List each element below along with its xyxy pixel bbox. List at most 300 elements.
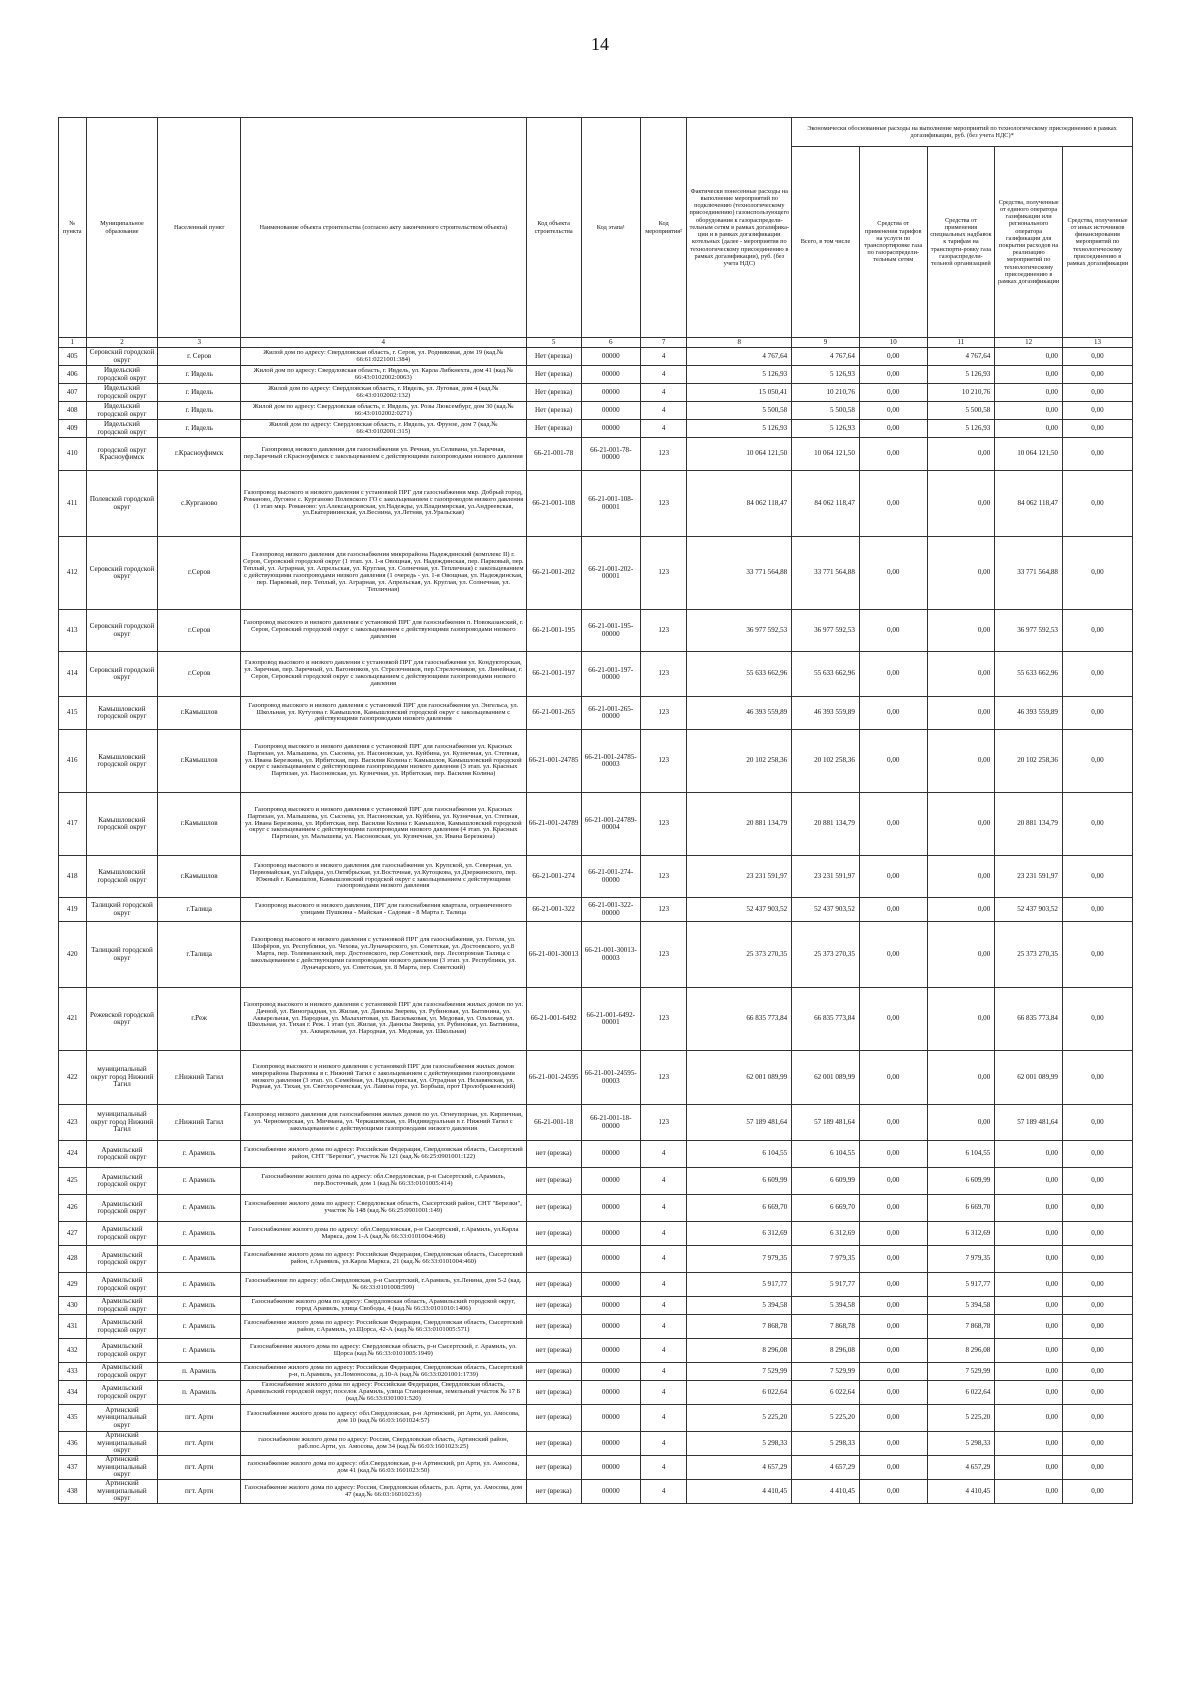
cell-activity-code: 123 [640, 471, 687, 537]
table-row [59, 1339, 1133, 1363]
cell-settlement: г. Арамиль [158, 1246, 241, 1273]
cell-single-operator: 20 102 258,36 [995, 730, 1063, 793]
cell-tariff-transport: 0,00 [859, 898, 927, 922]
cell-actual-costs: 62 001 089,99 [687, 1051, 792, 1105]
cell-actual-costs: 15 050,41 [687, 384, 792, 402]
cell-other-sources: 0,00 [1062, 1051, 1132, 1105]
cell-other-sources: 0,00 [1062, 1339, 1132, 1363]
cell-total: 5 394,58 [792, 1297, 860, 1315]
cell-single-operator: 0,00 [995, 384, 1063, 402]
cell-special-markups: 0,00 [927, 730, 995, 793]
table-row [59, 793, 1133, 856]
cell-single-operator: 0,00 [995, 1195, 1063, 1222]
cell-municipality: Арамильский городской округ [86, 1339, 158, 1363]
cell-object-name: Газопровод высокого и низкого давления, ПРГ для газоснабжения квартала, ограниченного улицами Пушкина - Майская - Садовая - 8 Марта г. Талица [240, 898, 526, 922]
cell-activity-code: 4 [640, 1480, 687, 1504]
cell-other-sources: 0,00 [1062, 420, 1132, 438]
cell-object-code: 66-21-001-202 [526, 537, 581, 610]
cell-special-markups: 7 529,99 [927, 1363, 995, 1381]
cell-object-name: Жилой дом по адресу: Свердловская область, г. Серов, ул. Родниковая, дом 19 (кад.№ 66:61:0221001:384) [240, 348, 526, 366]
cell-settlement: г. Ивдель [158, 384, 241, 402]
header-actual-costs: Фактически понесенные расходы на выполнение мероприятий по подключению (технологическому присоединению) газоиспользующего оборудования к газораспредели-тельным сетям в рамках догазифика-ции и в рамках догазификации котельных (далее - мероприятия по технологическому присоединению в рамках догазификации), руб. (без учета НДС) [687, 118, 792, 338]
cell-object-name: Газопровод высокого и низкого давления с установкой ПРГ для газоснабжения п. Новоказанский, г. Серов, Серовский городской округ с закольцеванием с действующими газопроводами низкого давления [240, 610, 526, 652]
column-number-row [59, 338, 1133, 348]
cell-stage-code: 66-21-001-274-00000 [581, 856, 640, 898]
page-number: 14 [591, 34, 609, 54]
cell-no: 429 [59, 1273, 87, 1297]
cell-stage-code: 00000 [581, 420, 640, 438]
cell-stage-code: 00000 [581, 1456, 640, 1480]
cell-activity-code: 123 [640, 610, 687, 652]
cell-object-name: Газоснабжение жилого дома по адресу: обл.Свердловская, р-н Сысертский, г.Арамиль, ул.Карла Маркса, дом 1-А (кад.№ 66:33:0101004:468) [240, 1222, 526, 1246]
cell-special-markups: 0,00 [927, 1105, 995, 1141]
cell-tariff-transport: 0,00 [859, 1456, 927, 1480]
cell-object-code: нет (врезка) [526, 1168, 581, 1195]
cell-settlement: г.Серов [158, 537, 241, 610]
cell-single-operator: 25 373 270,35 [995, 922, 1063, 988]
cell-total: 7 529,99 [792, 1363, 860, 1381]
cell-tariff-transport: 0,00 [859, 856, 927, 898]
cell-stage-code: 00000 [581, 1297, 640, 1315]
cell-stage-code: 66-21-001-78-00000 [581, 438, 640, 471]
cell-actual-costs: 7 868,78 [687, 1315, 792, 1339]
cell-object-code: нет (врезка) [526, 1405, 581, 1432]
cell-municipality: Арамильский городской округ [86, 1246, 158, 1273]
cell-object-code: 66-21-001-108 [526, 471, 581, 537]
table-header [59, 118, 1133, 348]
header-object-name: Наименование объекта строительства (согласно акту законченного строительством объекта) [240, 118, 526, 338]
cell-no: 407 [59, 384, 87, 402]
cell-stage-code: 00000 [581, 384, 640, 402]
cell-other-sources: 0,00 [1062, 1141, 1132, 1168]
cell-object-name: газоснабжение жилого дома по адресу: обл.Свердловская, р-н Артинский, рп Арти, ул. Амосова, дом 41 (кад.№ 66:03:1601023:50) [240, 1456, 526, 1480]
header-special-markups: Средства от применения специальных надбавок к тарифам на транспорти-ровку газа газораспредели-тельной организацией [927, 147, 995, 338]
cell-single-operator: 0,00 [995, 1168, 1063, 1195]
cell-activity-code: 123 [640, 537, 687, 610]
table-row [59, 730, 1133, 793]
cell-tariff-transport: 0,00 [859, 793, 927, 856]
cell-municipality: Серовский городской округ [86, 652, 158, 697]
cell-total: 20 881 134,79 [792, 793, 860, 856]
table-row [59, 1315, 1133, 1339]
cell-object-name: Газопровод низкого давления для газоснабжения ул. Речная, ул.Селивана, ул.Заречная, пер.Заречный г.Красноуфимск с закольцеванием с действующими газопроводами низкого давления [240, 438, 526, 471]
cell-total: 57 189 481,64 [792, 1105, 860, 1141]
cell-municipality: Арамильский городской округ [86, 1381, 158, 1405]
cell-no: 419 [59, 898, 87, 922]
cell-tariff-transport: 0,00 [859, 420, 927, 438]
cell-stage-code: 66-21-001-322-00000 [581, 898, 640, 922]
cell-actual-costs: 6 104,55 [687, 1141, 792, 1168]
cell-settlement: г. Арамиль [158, 1195, 241, 1222]
cell-object-name: Газоснабжение жилого дома по адресу: Свердловская область, Арамильский городской округ, город Арамиль, улица Свободы, 4 (кад.№ 66:33:0101010:1406) [240, 1297, 526, 1315]
cell-tariff-transport: 0,00 [859, 438, 927, 471]
cell-activity-code: 123 [640, 856, 687, 898]
cell-object-name: Газоснабжение жилого дома по адресу: обл.Свердловская, р-н Артинский, рп Арти, ул. Амосова, дом 10 (кад.№ 66:03:1601024:57) [240, 1405, 526, 1432]
table-row [59, 1168, 1133, 1195]
cell-stage-code: 66-21-001-6492-00001 [581, 988, 640, 1051]
cell-actual-costs: 23 231 591,97 [687, 856, 792, 898]
cell-settlement: г.Талица [158, 922, 241, 988]
cell-other-sources: 0,00 [1062, 1432, 1132, 1456]
header-tariff-transport: Средства от применения тарифов на услуги по транспортировке газа по газораспредели-тельным сетям [859, 147, 927, 338]
cell-activity-code: 123 [640, 1105, 687, 1141]
cell-activity-code: 4 [640, 1141, 687, 1168]
cell-special-markups: 6 669,70 [927, 1195, 995, 1222]
cell-special-markups: 0,00 [927, 856, 995, 898]
cell-settlement: г.Серов [158, 610, 241, 652]
cell-activity-code: 4 [640, 1222, 687, 1246]
cell-total: 66 835 773,84 [792, 988, 860, 1051]
cell-object-code: 66-21-001-30013 [526, 922, 581, 988]
cell-activity-code: 123 [640, 988, 687, 1051]
cell-actual-costs: 52 437 903,52 [687, 898, 792, 922]
cell-tariff-transport: 0,00 [859, 1246, 927, 1273]
cell-stage-code: 66-21-001-30013-00003 [581, 922, 640, 988]
cell-activity-code: 4 [640, 1195, 687, 1222]
cell-municipality: Камышловский городской округ [86, 856, 158, 898]
cell-total: 4 410,45 [792, 1480, 860, 1504]
column-number: 2 [86, 338, 158, 348]
cell-object-code: нет (врезка) [526, 1456, 581, 1480]
cell-actual-costs: 7 529,99 [687, 1363, 792, 1381]
cell-actual-costs: 6 022,64 [687, 1381, 792, 1405]
cell-total: 6 312,69 [792, 1222, 860, 1246]
table-row [59, 1432, 1133, 1456]
cell-special-markups: 6 022,64 [927, 1381, 995, 1405]
cell-object-name: Газоснабжение жилого дома по адресу: Российская Федерация, Свердловская область, Сысертский район, г.Арамиль, ул.Щорса, 42-А (кад.№ 66:33:0101005:571) [240, 1315, 526, 1339]
cell-no: 417 [59, 793, 87, 856]
cell-tariff-transport: 0,00 [859, 1480, 927, 1504]
cell-no: 406 [59, 366, 87, 384]
cell-object-code: нет (врезка) [526, 1339, 581, 1363]
cell-object-name: газоснабжение жилого дома по адресу: Россия, Свердловская область, Артинский район, раб.пос.Арти, ул. Амосова, дом 34 (кад.№ 66:03:1601023:25) [240, 1432, 526, 1456]
table-row [59, 1363, 1133, 1381]
cell-object-name: Газопровод низкого давления для газоснабжения микрорайона Надеждинский (комплекс II) г. Серов, Серовский городской округ (1 этап. ул. 1-я Овощная, ул. Надеждинская, пер. Парковый, пер. Теплый, ул. Аграрная, ул. Апрельская, ул. Круглая, ул. Солнечная, ул. Тепличная) с закольцеванием с действующими газопроводами низкого давления (1 очередь - ул. 1-я Овощная, ул. Надеждинская, пер. Парковый, пер. Теплый, ул. Аграрная, ул. Апрельская, ул. Круглая, ул. Солнечная, ул. Тепличная) [240, 537, 526, 610]
table-row [59, 1222, 1133, 1246]
cell-object-name: Газопровод высокого и низкого давления с установкой ПРГ для газоснабжения ул. Энгельса, ул. Школьная, ул. Кутузова г. Камышлов, Камышловский городской округ с закольцеванием с действующими газопроводами низкого давления [240, 697, 526, 730]
cell-no: 428 [59, 1246, 87, 1273]
cell-special-markups: 4 657,29 [927, 1456, 995, 1480]
table-row [59, 1246, 1133, 1273]
cell-settlement: г. Ивдель [158, 366, 241, 384]
table-row [59, 420, 1133, 438]
cell-single-operator: 33 771 564,88 [995, 537, 1063, 610]
cell-other-sources: 0,00 [1062, 652, 1132, 697]
cell-special-markups: 8 296,08 [927, 1339, 995, 1363]
cell-object-code: 66-21-001-24785 [526, 730, 581, 793]
cell-object-name: Жилой дом по адресу: Свердловская область, г. Ивдель, ул. Розы Люксембург, дом 30 (кад.№ 66:43:0102002:0271) [240, 402, 526, 420]
cell-stage-code: 00000 [581, 1381, 640, 1405]
table-row [59, 1051, 1133, 1105]
cell-activity-code: 123 [640, 898, 687, 922]
cell-single-operator: 36 977 592,53 [995, 610, 1063, 652]
cell-other-sources: 0,00 [1062, 793, 1132, 856]
cell-total: 5 126,93 [792, 420, 860, 438]
cell-special-markups: 4 410,45 [927, 1480, 995, 1504]
cell-stage-code: 00000 [581, 1246, 640, 1273]
cell-activity-code: 123 [640, 652, 687, 697]
cell-other-sources: 0,00 [1062, 1405, 1132, 1432]
cell-municipality: Арамильский городской округ [86, 1222, 158, 1246]
cell-tariff-transport: 0,00 [859, 1051, 927, 1105]
cell-actual-costs: 55 633 662,96 [687, 652, 792, 697]
cell-actual-costs: 4 410,45 [687, 1480, 792, 1504]
header-stage-code: Код этапа¹ [581, 118, 640, 338]
cell-activity-code: 123 [640, 922, 687, 988]
cell-other-sources: 0,00 [1062, 384, 1132, 402]
cell-municipality: Арамильский городской округ [86, 1195, 158, 1222]
cell-object-name: Газоснабжение жилого дома по адресу: Российская Федерация, Свердловская область, Арамильский городской округ, поселок Арамиль, улица Станционная, земельный участок № 17 Б (кад.№ 66:33:0301001:520) [240, 1381, 526, 1405]
cell-special-markups: 0,00 [927, 697, 995, 730]
cell-tariff-transport: 0,00 [859, 730, 927, 793]
table-row [59, 471, 1133, 537]
cell-tariff-transport: 0,00 [859, 1273, 927, 1297]
cell-municipality: Артинский муниципальный округ [86, 1456, 158, 1480]
cell-tariff-transport: 0,00 [859, 1315, 927, 1339]
cell-object-code: нет (врезка) [526, 1246, 581, 1273]
header-total: Всего, в том числе [792, 147, 860, 338]
cell-no: 414 [59, 652, 87, 697]
cell-stage-code: 00000 [581, 1480, 640, 1504]
cell-no: 415 [59, 697, 87, 730]
column-number: 4 [240, 338, 526, 348]
cell-object-name: Газопровод высокого и низкого давления с установкой ПРГ для газоснабжения ул. Красных Партизан, ул. Малышева, ул. Сысоева, ул. Насоновская, ул. Куйбина, ул. Кузнечная, ул. Степная, ул. Ивана Березкина, ул. Ирбитская, пер. Василия Колина г. Камышлов, Камышловский городской округ с закольцеванием с действующими газопроводами низкого давления (3 этап. ул. Красных Партизан, ул. Насоновская, ул. Кузнечная, ул. Ирбитская, пер. Василия Колина) [240, 730, 526, 793]
cell-tariff-transport: 0,00 [859, 1195, 927, 1222]
cell-other-sources: 0,00 [1062, 1456, 1132, 1480]
cell-no: 425 [59, 1168, 87, 1195]
cell-no: 420 [59, 922, 87, 988]
cell-no: 422 [59, 1051, 87, 1105]
cell-total: 7 868,78 [792, 1315, 860, 1339]
cell-single-operator: 55 633 662,96 [995, 652, 1063, 697]
cell-other-sources: 0,00 [1062, 922, 1132, 988]
cell-tariff-transport: 0,00 [859, 348, 927, 366]
cell-other-sources: 0,00 [1062, 366, 1132, 384]
cell-special-markups: 5 394,58 [927, 1297, 995, 1315]
cell-stage-code: 66-21-001-195-00000 [581, 610, 640, 652]
cell-stage-code: 00000 [581, 348, 640, 366]
cell-settlement: с.Курганово [158, 471, 241, 537]
table-row [59, 1105, 1133, 1141]
header-settlement: Населенный пункт [158, 118, 241, 338]
cell-special-markups: 4 767,64 [927, 348, 995, 366]
cell-settlement: г.Серов [158, 652, 241, 697]
cell-stage-code: 00000 [581, 1195, 640, 1222]
cell-actual-costs: 20 881 134,79 [687, 793, 792, 856]
cell-municipality: Ивдельский городской округ [86, 384, 158, 402]
table-row [59, 652, 1133, 697]
cell-special-markups: 0,00 [927, 898, 995, 922]
cell-actual-costs: 33 771 564,88 [687, 537, 792, 610]
cell-activity-code: 123 [640, 793, 687, 856]
cell-other-sources: 0,00 [1062, 1273, 1132, 1297]
cell-total: 10 210,76 [792, 384, 860, 402]
cell-activity-code: 4 [640, 1168, 687, 1195]
cell-special-markups: 0,00 [927, 537, 995, 610]
table-row [59, 697, 1133, 730]
cell-object-code: 66-21-001-197 [526, 652, 581, 697]
cell-actual-costs: 4 767,64 [687, 348, 792, 366]
cell-stage-code: 66-21-001-18-00000 [581, 1105, 640, 1141]
column-number: 12 [995, 338, 1063, 348]
cell-object-name: Газопровод высокого и низкого давления с установкой ПРГ для газоснабжения жилых домов микрорайона Пырловка в г. Нижний Тагил с закольцеванием с действующими газопроводами низкого давления (3 этап. ул. Семейная, ул. Надеждинская, ул. Отрадная ул. Нелавянская, ул. Родная, ул. Тихая, ул. Светлореченская, ул. Лавина гора, ул. Борбыш, прот Пролображенский) [240, 1051, 526, 1105]
cell-total: 52 437 903,52 [792, 898, 860, 922]
cell-settlement: г.Талица [158, 898, 241, 922]
cell-object-name: Газоснабжение жилого дома по адресу: Россия, Свердловская область, р.п. Арти, ул. Амосова, дом 47 (кад.№ 66:03:1601023:6) [240, 1480, 526, 1504]
cell-municipality: Режевской городской округ [86, 988, 158, 1051]
cell-object-code: нет (врезка) [526, 1363, 581, 1381]
cell-single-operator: 0,00 [995, 420, 1063, 438]
gasification-table [58, 117, 1133, 1504]
cell-actual-costs: 20 102 258,36 [687, 730, 792, 793]
cell-single-operator: 0,00 [995, 348, 1063, 366]
cell-actual-costs: 6 312,69 [687, 1222, 792, 1246]
cell-actual-costs: 46 393 559,89 [687, 697, 792, 730]
cell-total: 5 500,58 [792, 402, 860, 420]
cell-municipality: Арамильский городской округ [86, 1141, 158, 1168]
table-row [59, 537, 1133, 610]
cell-other-sources: 0,00 [1062, 1105, 1132, 1141]
header-other-sources: Средства, полученные от иных источников финансирования мероприятий по технологическому присоединению в рамках догазификации [1062, 147, 1132, 338]
cell-municipality: Арамильский городской округ [86, 1297, 158, 1315]
cell-tariff-transport: 0,00 [859, 366, 927, 384]
cell-settlement: г.Нижний Тагил [158, 1105, 241, 1141]
cell-object-code: нет (врезка) [526, 1315, 581, 1339]
cell-activity-code: 4 [640, 1363, 687, 1381]
cell-stage-code: 00000 [581, 366, 640, 384]
cell-municipality: Серовский городской округ [86, 537, 158, 610]
cell-tariff-transport: 0,00 [859, 988, 927, 1051]
cell-single-operator: 23 231 591,97 [995, 856, 1063, 898]
cell-tariff-transport: 0,00 [859, 402, 927, 420]
cell-tariff-transport: 0,00 [859, 1168, 927, 1195]
cell-activity-code: 123 [640, 697, 687, 730]
cell-activity-code: 4 [640, 1273, 687, 1297]
cell-tariff-transport: 0,00 [859, 1381, 927, 1405]
cell-no: 416 [59, 730, 87, 793]
cell-single-operator: 0,00 [995, 366, 1063, 384]
table-row [59, 1297, 1133, 1315]
cell-special-markups: 5 126,93 [927, 366, 995, 384]
cell-settlement: г.Камышлов [158, 730, 241, 793]
cell-stage-code: 00000 [581, 1339, 640, 1363]
cell-special-markups: 0,00 [927, 922, 995, 988]
cell-settlement: г. Ивдель [158, 402, 241, 420]
cell-activity-code: 4 [640, 1432, 687, 1456]
cell-single-operator: 66 835 773,84 [995, 988, 1063, 1051]
table-row [59, 610, 1133, 652]
cell-no: 411 [59, 471, 87, 537]
cell-object-code: нет (врезка) [526, 1273, 581, 1297]
cell-object-code: 66-21-001-274 [526, 856, 581, 898]
cell-actual-costs: 6 609,99 [687, 1168, 792, 1195]
cell-no: 435 [59, 1405, 87, 1432]
cell-total: 62 001 089,99 [792, 1051, 860, 1105]
header-single-operator: Средства, полученные от единого оператора газификации или регионального оператора газификации для покрытия расходов на реализацию мероприятий по технологическому присоединению в рамках догазификации [995, 147, 1063, 338]
cell-no: 413 [59, 610, 87, 652]
cell-object-code: Нет (врезка) [526, 420, 581, 438]
cell-municipality: Камышловский городской округ [86, 697, 158, 730]
cell-activity-code: 4 [640, 1381, 687, 1405]
cell-special-markups: 0,00 [927, 988, 995, 1051]
cell-single-operator: 0,00 [995, 1432, 1063, 1456]
cell-actual-costs: 5 298,33 [687, 1432, 792, 1456]
cell-actual-costs: 5 917,77 [687, 1273, 792, 1297]
cell-total: 25 373 270,35 [792, 922, 860, 988]
cell-object-name: Газопровод низкого давления для газоснабжения жилых домов по ул. Огнеупорная, ул. Кирпичная, ул. Черноморская, ул. Мичмана, ул. Черкашевская, ул. Индивидуальная в г. Нижний Тагил с закольцеванием с действующими газопроводами низкого давления [240, 1105, 526, 1141]
table-row [59, 1141, 1133, 1168]
cell-municipality: Арамильский городской округ [86, 1273, 158, 1297]
cell-tariff-transport: 0,00 [859, 1141, 927, 1168]
cell-other-sources: 0,00 [1062, 1480, 1132, 1504]
cell-stage-code: 66-21-001-265-00000 [581, 697, 640, 730]
cell-other-sources: 0,00 [1062, 1363, 1132, 1381]
cell-municipality: Камышловский городской округ [86, 730, 158, 793]
cell-actual-costs: 66 835 773,84 [687, 988, 792, 1051]
column-number: 13 [1062, 338, 1132, 348]
cell-activity-code: 123 [640, 1051, 687, 1105]
cell-settlement: г.Камышлов [158, 697, 241, 730]
cell-municipality: Арамильский городской округ [86, 1363, 158, 1381]
cell-object-name: Жилой дом по адресу: Свердловская область, г. Ивдель, ул. Карла Либкнехта, дом 41 (кад.№ 66:43:0102002:0063) [240, 366, 526, 384]
cell-object-code: Нет (врезка) [526, 402, 581, 420]
cell-municipality: Ивдельский городской округ [86, 420, 158, 438]
cell-settlement: г.Красноуфимск [158, 438, 241, 471]
cell-single-operator: 20 881 134,79 [995, 793, 1063, 856]
cell-single-operator: 46 393 559,89 [995, 697, 1063, 730]
cell-object-code: 66-21-001-265 [526, 697, 581, 730]
table-row [59, 1405, 1133, 1432]
cell-settlement: г. Арамиль [158, 1141, 241, 1168]
cell-municipality: Полевской городской округ [86, 471, 158, 537]
cell-object-code: нет (врезка) [526, 1141, 581, 1168]
cell-total: 7 979,35 [792, 1246, 860, 1273]
column-number: 1 [59, 338, 87, 348]
cell-other-sources: 0,00 [1062, 438, 1132, 471]
cell-settlement: г. Арамиль [158, 1315, 241, 1339]
cell-stage-code: 00000 [581, 1273, 640, 1297]
cell-settlement: пгт. Арти [158, 1456, 241, 1480]
cell-municipality: городской округ Красноуфимск [86, 438, 158, 471]
cell-no: 409 [59, 420, 87, 438]
cell-object-code: нет (врезка) [526, 1195, 581, 1222]
cell-single-operator: 57 189 481,64 [995, 1105, 1063, 1141]
cell-object-name: Газоснабжение жилого дома по адресу: Российская Федерация, Свердловская область, Сысертский р-н, п.Арамиль, ул.Ломоносова, д.10-А (кад.№ 66:33:0201001:1739) [240, 1363, 526, 1381]
cell-other-sources: 0,00 [1062, 1246, 1132, 1273]
cell-no: 418 [59, 856, 87, 898]
cell-stage-code: 00000 [581, 1405, 640, 1432]
table-row [59, 1456, 1133, 1480]
cell-total: 36 977 592,53 [792, 610, 860, 652]
cell-object-code: нет (врезка) [526, 1222, 581, 1246]
cell-actual-costs: 57 189 481,64 [687, 1105, 792, 1141]
column-number: 10 [859, 338, 927, 348]
cell-other-sources: 0,00 [1062, 348, 1132, 366]
table-row [59, 1273, 1133, 1297]
cell-settlement: г. Арамиль [158, 1273, 241, 1297]
cell-no: 431 [59, 1315, 87, 1339]
cell-object-name: Газоснабжение жилого дома по адресу: обл.Свердловская, р-н Сысертский, г.Арамиль, пер.Восточный, дом 1 (кад.№ 66:33:0101005:414) [240, 1168, 526, 1195]
cell-object-code: 66-21-001-18 [526, 1105, 581, 1141]
cell-other-sources: 0,00 [1062, 856, 1132, 898]
cell-total: 23 231 591,97 [792, 856, 860, 898]
cell-tariff-transport: 0,00 [859, 652, 927, 697]
cell-municipality: Талицкий городской округ [86, 922, 158, 988]
cell-single-operator: 84 062 118,47 [995, 471, 1063, 537]
cell-object-code: 66-21-001-6492 [526, 988, 581, 1051]
cell-tariff-transport: 0,00 [859, 922, 927, 988]
table-row [59, 402, 1133, 420]
